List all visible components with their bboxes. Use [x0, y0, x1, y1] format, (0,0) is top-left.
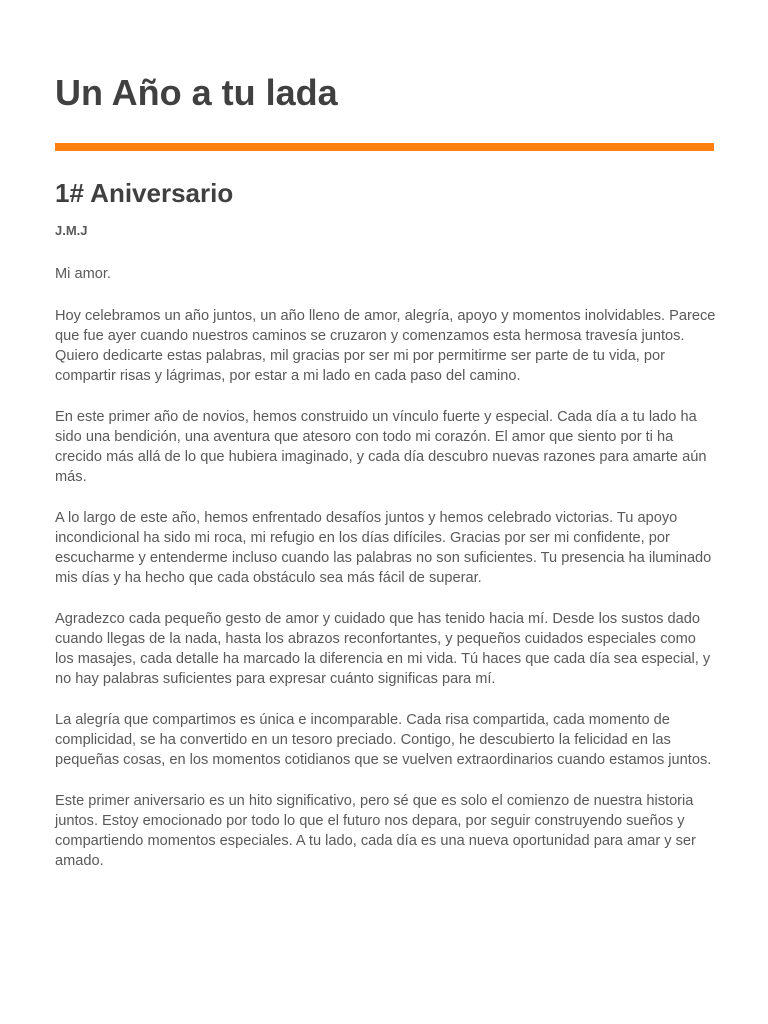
letter-body: [55, 264, 717, 892]
greeting: Mi amor.: [55, 266, 111, 282]
paragraph: La alegría que compartimos es única e incomparable. Cada risa compartida, cada momento de complicidad, se ha convertido en un tesoro preciado. Contigo, he descubierto la felicidad en las pequeñas cosas, en los momentos cotidianos que se vuelven extraordinarios cuando estamos juntos.: [55, 712, 712, 768]
paragraph: Hoy celebramos un año juntos, un año lleno de amor, alegría, apoyo y momentos inolvidables. Parece que fue ayer cuando nuestros caminos se cruzaron y comenzamos esta hermosa travesía juntos. Quiero dedicarte estas palabras, mil gracias por ser mi por permitirme ser parte de tu vida, por compartir risas y lágrimas, por estar a mi lado en cada paso del camino.: [55, 308, 716, 384]
paragraph: Agradezco cada pequeño gesto de amor y cuidado que has tenido hacia mí. Desde los sustos dado cuando llegas de la nada, hasta los abrazos reconfortantes, y pequeños cuidados especiales como los masajes, cada detalle ha marcado la diferencia en mi vida. Tú haces que cada día sea especial, y no hay palabras suficientes para expresar cuánto significas para mí.: [55, 611, 711, 687]
paragraph: Este primer aniversario es un hito significativo, pero sé que es solo el comienzo de nuestra historia juntos. Estoy emocionado por todo lo que el futuro nos depara, por seguir construyendo sueños y compartiendo momentos especiales. A tu lado, cada día es una nueva oportunidad para amar y ser amado.: [55, 793, 696, 869]
author-initials: J.M.J: [55, 223, 88, 238]
paragraph: En este primer año de novios, hemos construido un vínculo fuerte y especial. Cada día a tu lado ha sido una bendición, una aventura que atesoro con todo mi corazón. El amor que siento por ti ha crecido más allá de lo que hubiera imaginado, y cada día descubro nuevas razones para amarte aún más.: [55, 409, 707, 485]
orange-divider: [55, 143, 714, 151]
document-title: Un Año a tu lada: [55, 72, 338, 113]
document-subtitle: 1# Aniversario: [55, 178, 234, 208]
paragraph: A lo largo de este año, hemos enfrentado desafíos juntos y hemos celebrado victorias. Tu apoyo incondicional ha sido mi roca, mi refugio en los días difíciles. Gracias por ser mi confidente, por escucharme y entenderme incluso cuando las palabras no son suficientes. Tu presencia ha iluminado mis días y ha hecho que cada obstáculo sea más fácil de superar.: [55, 510, 712, 586]
